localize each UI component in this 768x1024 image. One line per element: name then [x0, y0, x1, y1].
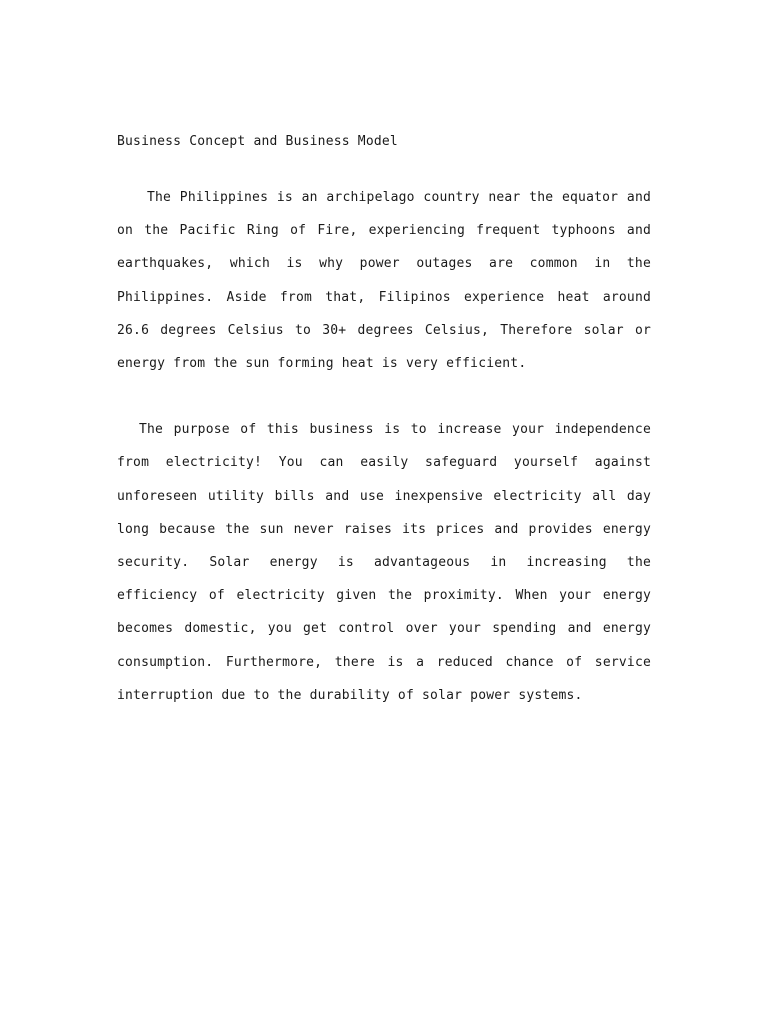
document-body: [117, 132, 651, 712]
section-heading: Business Concept and Business Model: [117, 134, 398, 149]
paragraph-business-purpose: The purpose of this business is to increase your independence from electricity! You can easily safeguard yourself against unforeseen utility bills and use inexpensive electricity all day long because the sun never raises its prices and provides energy security. Solar energy is advantageous in increasing the efficiency of electricity given the proximity. When your energy becomes domestic, you get control over your spending and energy consumption. Furthermore, there is a reduced chance of service interruption due to the durability of solar power systems.: [117, 422, 651, 703]
paragraph-philippines-context: The Philippines is an archipelago country near the equator and on the Pacific Ring of Fire, experiencing frequent typhoons and earthquakes, which is why power outages are common in the Philippines. Aside from that, Filipinos experience heat around 26.6 degrees Celsius to 30+ degrees Celsius, Therefore solar or energy from the sun forming heat is very efficient.: [117, 190, 651, 372]
